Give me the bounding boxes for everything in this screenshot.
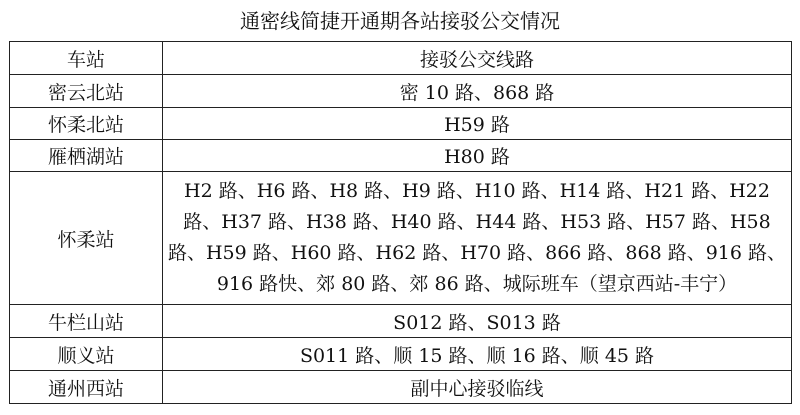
- table-row: [10, 305, 792, 338]
- routes-cell: [163, 172, 792, 305]
- header-station: 车站: [10, 42, 163, 75]
- station-cell: 顺义站: [10, 338, 163, 371]
- routes-cell: S011 路、顺 15 路、顺 16 路、顺 45 路: [163, 338, 792, 371]
- table-row: [10, 338, 792, 371]
- table-row: [10, 75, 792, 108]
- table-row: [10, 172, 792, 305]
- bus-connection-table: [9, 41, 792, 404]
- routes-line: 916 路快、郊 80 路、郊 86 路、城际班车（望京西站-丰宁）: [216, 273, 738, 295]
- routes-cell: 副中心接驳临线: [163, 371, 792, 404]
- station-cell: 牛栏山站: [10, 305, 163, 338]
- table-row: [10, 371, 792, 404]
- table-title: 通密线简捷开通期各站接驳公交情况: [240, 9, 560, 33]
- routes-cell: H80 路: [163, 140, 792, 172]
- routes-line: 路、H59 路、H60 路、H62 路、H70 路、866 路、868 路、916 路、: [167, 242, 787, 264]
- station-cell: 密云北站: [10, 75, 163, 108]
- routes-cell: H59 路: [163, 108, 792, 140]
- table-row: [10, 108, 792, 140]
- station-cell: 雁栖湖站: [10, 140, 163, 172]
- routes-cell: S012 路、S013 路: [163, 305, 792, 338]
- station-cell: 通州西站: [10, 371, 163, 404]
- routes-cell: 密 10 路、868 路: [163, 75, 792, 108]
- routes-line: 路、H37 路、H38 路、H40 路、H44 路、H53 路、H57 路、H58: [183, 211, 771, 233]
- station-cell: 怀柔北站: [10, 108, 163, 140]
- table-row: [10, 140, 792, 172]
- routes-line: H2 路、H6 路、H8 路、H9 路、H10 路、H14 路、H21 路、H22: [184, 180, 770, 202]
- header-routes: 接驳公交线路: [163, 42, 792, 75]
- table-header-row: [10, 42, 792, 75]
- station-cell: 怀柔站: [10, 172, 163, 305]
